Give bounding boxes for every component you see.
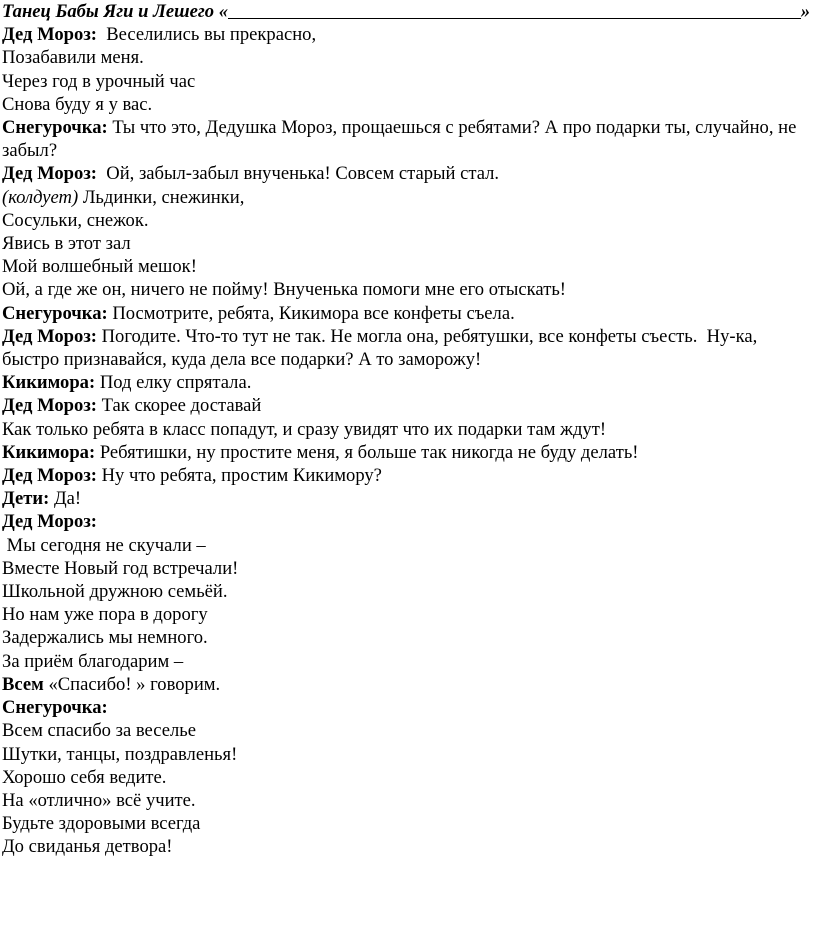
script-line bbox=[2, 116, 810, 162]
line-text: Шутки, танцы, поздравленья! bbox=[2, 743, 238, 765]
script-line bbox=[2, 766, 810, 789]
script-line bbox=[2, 743, 810, 766]
script-line bbox=[2, 394, 810, 417]
speaker-name: Дед Мороз: bbox=[2, 325, 97, 347]
script-line bbox=[2, 232, 810, 255]
line-text: За приём благодарим – bbox=[2, 650, 184, 672]
speaker-name: Кикимора: bbox=[2, 372, 96, 394]
script-line bbox=[2, 650, 810, 673]
script-line bbox=[2, 487, 810, 510]
script-line bbox=[2, 162, 810, 185]
script-line bbox=[2, 510, 810, 533]
stage-direction: (колдует) bbox=[2, 186, 79, 208]
script-line bbox=[2, 673, 810, 696]
line-text: Через год в урочный час bbox=[2, 70, 196, 92]
speaker-name: Кикимора: bbox=[2, 441, 96, 463]
line-text: «Спасибо! » говорим. bbox=[43, 673, 221, 695]
line-text: На «отлично» всё учите. bbox=[2, 789, 196, 811]
title-blank-underline bbox=[228, 17, 801, 19]
script-line bbox=[2, 464, 810, 487]
speaker-name: Дед Мороз: bbox=[2, 163, 97, 185]
script-line bbox=[2, 325, 810, 371]
script-line bbox=[2, 186, 810, 209]
speaker-name: Дети: bbox=[2, 488, 50, 510]
speaker-name: Снегурочка: bbox=[2, 697, 108, 719]
line-text: Но нам уже пора в дорогу bbox=[2, 604, 208, 626]
script-line bbox=[2, 696, 810, 719]
script-line bbox=[2, 46, 810, 69]
script-line bbox=[2, 557, 810, 580]
line-text: Мы сегодня не скучали – bbox=[2, 534, 206, 556]
script-line bbox=[2, 534, 810, 557]
line-text: Будьте здоровыми всегда bbox=[2, 813, 201, 835]
line-text: Позабавили меня. bbox=[2, 47, 144, 69]
speaker-name: Всем bbox=[2, 673, 44, 695]
script-line bbox=[2, 255, 810, 278]
line-text: До свиданья детвора! bbox=[2, 836, 173, 858]
speaker-name: Снегурочка: bbox=[2, 302, 108, 324]
page-title bbox=[2, 0, 810, 23]
script-line bbox=[2, 302, 810, 325]
line-text: Снова буду я у вас. bbox=[2, 93, 153, 115]
script-line bbox=[2, 441, 810, 464]
line-text: Так скорее доставай bbox=[96, 395, 262, 417]
script-line bbox=[2, 23, 810, 46]
line-text: Вместе Новый год встречали! bbox=[2, 557, 239, 579]
script-line bbox=[2, 371, 810, 394]
speaker-name: Снегурочка: bbox=[2, 117, 108, 139]
speaker-name: Дед Мороз: bbox=[2, 511, 97, 533]
line-text: Как только ребята в класс попадут, и сразу увидят что их подарки там ждут! bbox=[2, 418, 607, 440]
line-text: Задержались мы немного. bbox=[2, 627, 208, 649]
speaker-name: Дед Мороз: bbox=[2, 465, 97, 487]
speaker-name: Дед Мороз: bbox=[2, 24, 97, 46]
line-text: Льдинки, снежинки, bbox=[78, 186, 245, 208]
line-text: Ну что ребята, простим Кикимору? bbox=[96, 465, 382, 487]
line-text: Ребятишки, ну простите меня, я больше так никогда не буду делать! bbox=[95, 441, 639, 463]
title-suffix: » bbox=[800, 1, 810, 22]
script-line bbox=[2, 209, 810, 232]
script-line bbox=[2, 603, 810, 626]
line-text: Погодите. Что-то тут не так. Не могла она, ребятушки, все конфеты съесть. Ну-ка, быстро признавайся, куда дела все подарки? А то заморожу! bbox=[2, 325, 762, 371]
script-line bbox=[2, 70, 810, 93]
script-body bbox=[2, 23, 810, 858]
speaker-name: Дед Мороз: bbox=[2, 395, 97, 417]
line-text: Да! bbox=[49, 488, 82, 510]
line-text: Школьной дружною семьёй. bbox=[2, 581, 228, 603]
line-text: Посмотрите, ребята, Кикимора все конфеты съела. bbox=[107, 302, 515, 324]
line-text: Всем спасибо за веселье bbox=[2, 720, 196, 742]
script-line bbox=[2, 418, 810, 441]
script-line bbox=[2, 580, 810, 603]
line-text: Мой волшебный мешок! bbox=[2, 256, 197, 278]
script-line bbox=[2, 835, 810, 858]
script-line bbox=[2, 812, 810, 835]
title-prefix: Танец Бабы Яги и Лешего « bbox=[2, 1, 228, 22]
line-text: Под елку спрятала. bbox=[95, 372, 252, 394]
script-line bbox=[2, 278, 810, 301]
line-text: Ой, забыл-забыл внученька! Совсем старый стал. bbox=[96, 163, 500, 185]
script-line bbox=[2, 789, 810, 812]
line-text: Хорошо себя ведите. bbox=[2, 766, 167, 788]
line-text: Ты что это, Дедушка Мороз, прощаешься с ребятами? А про подарки ты, случайно, не забыл? bbox=[2, 117, 801, 162]
script-line bbox=[2, 93, 810, 116]
line-text: Явись в этот зал bbox=[2, 233, 131, 255]
line-text: Ой, а где же он, ничего не пойму! Внученька помоги мне его отыскать! bbox=[2, 279, 566, 301]
line-text: Сосульки, снежок. bbox=[2, 209, 149, 231]
script-line bbox=[2, 719, 810, 742]
line-text: Веселились вы прекрасно, bbox=[96, 24, 317, 46]
script-line bbox=[2, 626, 810, 649]
